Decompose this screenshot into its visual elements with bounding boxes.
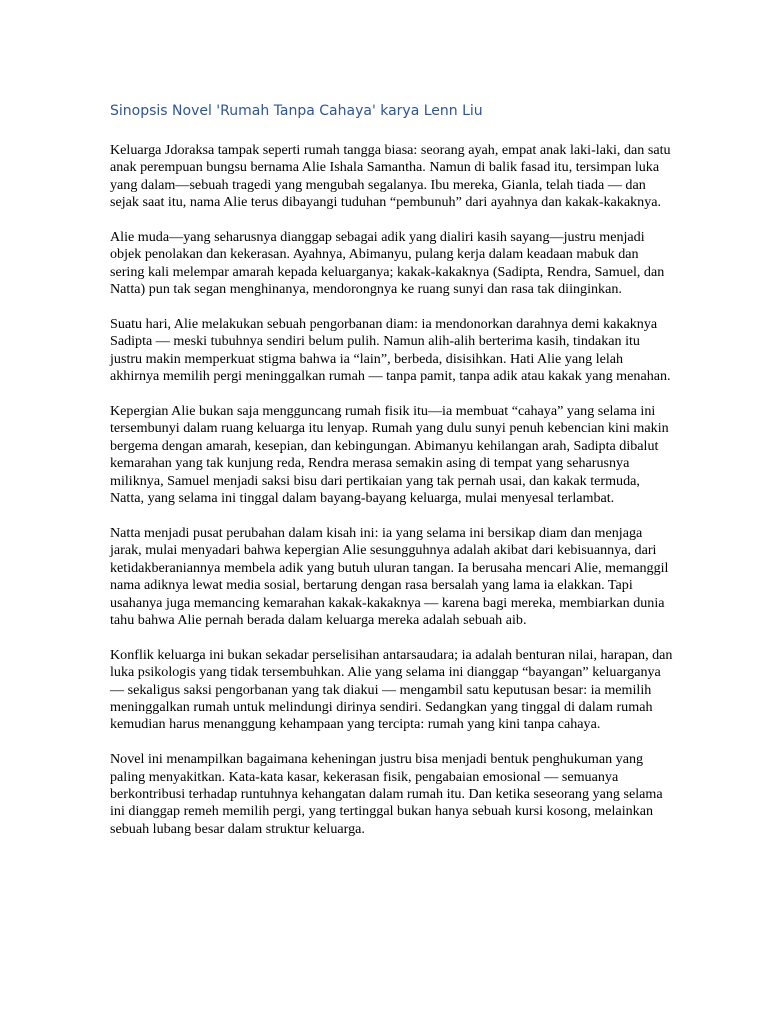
document-title: Sinopsis Novel 'Rumah Tanpa Cahaya' karya Lenn Liu: [110, 103, 483, 119]
document-body: [110, 142, 675, 856]
paragraph-6: Konflik keluarga ini bukan sekadar perselisihan antarsaudara; ia adalah benturan nilai, harapan, dan luka psikologis yang tidak tersembuhkan. Alie yang selama ini dianggap “bayangan” keluarganya — sekaligus saksi pengorbanan yang tak diakui — mengambil satu keputusan besar: ia memilih meninggalkan rumah untuk melindungi dirinya sendiri. Sedangkan yang tinggal di dalam rumah kemudian harus menanggung kehampaan yang tercipta: rumah yang kini tanpa cahaya.: [110, 646, 673, 733]
paragraph-2: Alie muda—yang seharusnya dianggap sebagai adik yang dialiri kasih sayang—justru menjadi objek penolakan dan kekerasan. Ayahnya, Abimanyu, pulang kerja dalam keadaan mabuk dan sering kali melempar amarah kepada keluarganya; kakak-kakaknya (Sadipta, Rendra, Samuel, dan Natta) pun tak segan menghinanya, mendorongnya ke ruang sunyi dan rasa tak diinginkan.: [110, 229, 665, 298]
paragraph-5: Natta menjadi pusat perubahan dalam kisah ini: ia yang selama ini bersikap diam dan menjaga jarak, mulai menyadari bahwa kepergian Alie sesungguhnya adalah akibat dari kebisuannya, dari ketidakberaniannya membela adik yang butuh uluran tangan. Ia berusaha mencari Alie, memanggil nama adiknya lewat media sosial, bertarung dengan rasa bersalah yang lama ia elakkan. Tapi usahanya juga memancing kemarahan kakak-kakaknya — karena bagi mereka, membiarkan dunia tahu bahwa Alie pernah berada dalam keluarga mereka adalah sebuah aib.: [110, 524, 669, 628]
paragraph-1: Keluarga Jdoraksa tampak seperti rumah tangga biasa: seorang ayah, empat anak laki-laki, dan satu anak perempuan bungsu bernama Alie Ishala Samantha. Namun di balik fasad itu, tersimpan luka yang dalam—sebuah tragedi yang mengubah segalanya. Ibu mereka, Gianla, telah tiada — dan sejak saat itu, nama Alie terus dibayangi tuduhan “pembunuh” dari ayahnya dan kakak-kakaknya.: [110, 142, 671, 211]
paragraph-7: Novel ini menampilkan bagaimana keheningan justru bisa menjadi bentuk penghukuman yang paling menyakitkan. Kata-kata kasar, kekerasan fisik, pengabaian emosional — semuanya berkontribusi terhadap runtuhnya kehangatan dalam rumah itu. Dan ketika seseorang yang selama ini dianggap remeh memilih pergi, yang tertinggal bukan hanya sebuah kursi kosong, melainkan sebuah lubang besar dalam struktur keluarga.: [110, 751, 663, 837]
paragraph-3: Suatu hari, Alie melakukan sebuah pengorbanan diam: ia mendonorkan darahnya demi kakaknya Sadipta — meski tubuhnya sendiri belum pulih. Namun alih-alih berterima kasih, tindakan itu justru makin memperkuat stigma bahwa ia “lain”, berbeda, disisihkan. Hati Alie yang lelah akhirnya memilih pergi meninggalkan rumah — tanpa pamit, tanpa adik atau kakak yang menahan.: [110, 316, 671, 385]
paragraph-4: Kepergian Alie bukan saja mengguncang rumah fisik itu—ia membuat “cahaya” yang selama ini tersembunyi dalam ruang keluarga itu lenyap. Rumah yang dulu sunyi penuh kebencian kini makin bergema dengan amarah, kesepian, dan kebingungan. Abimanyu kehilangan arah, Sadipta dibalut kemarahan yang tak kunjung reda, Rendra merasa semakin asing di tempat yang seharusnya miliknya, Samuel menjadi saksi bisu dari pertikaian yang tak pernah usai, dan kakak termuda, Natta, yang selama ini tinggal dalam bayang-bayang keluarga, mulai menyesal terlambat.: [110, 403, 669, 507]
